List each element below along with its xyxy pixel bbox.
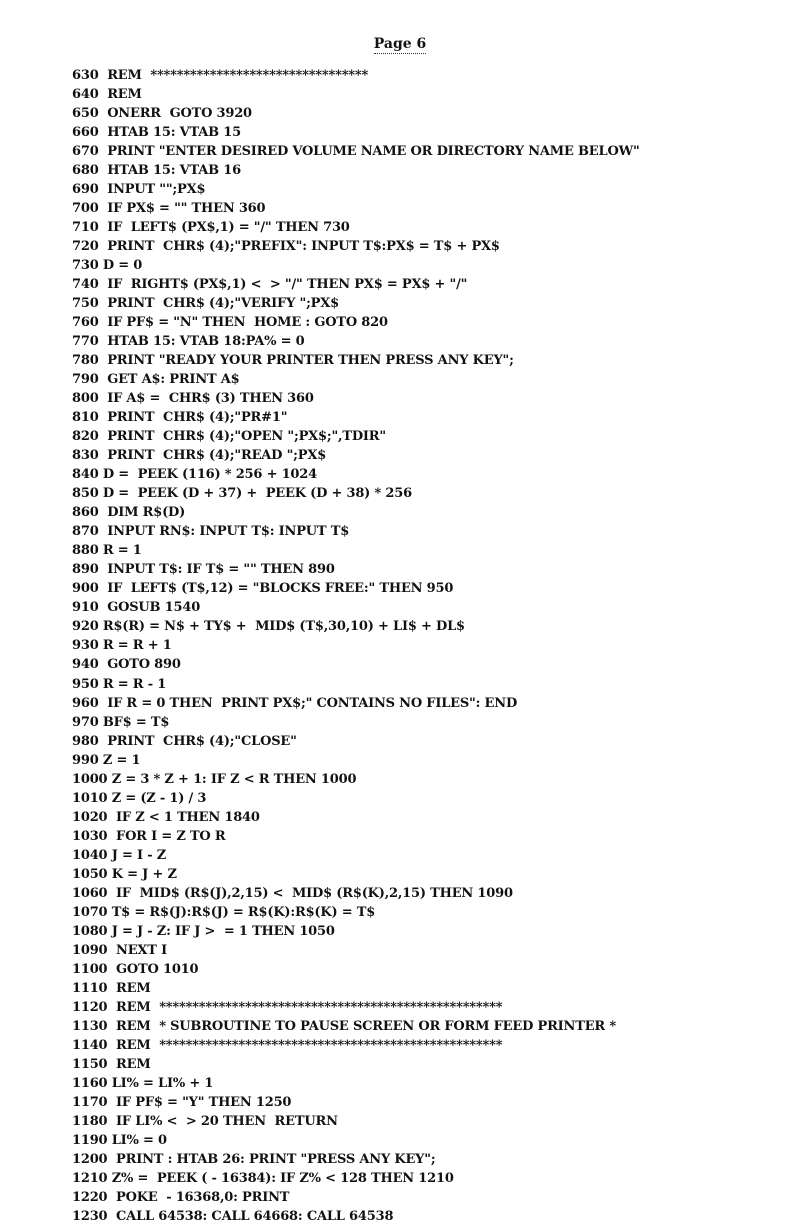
code-line: 990 Z = 1	[72, 752, 141, 768]
code-line: 680 HTAB 15: VTAB 16	[72, 163, 241, 179]
code-line: 1210 Z% = PEEK ( - 16384): IF Z% < 128 THEN 1210	[72, 1170, 454, 1186]
code-line: 960 IF R = 0 THEN PRINT PX$;" CONTAINS NO FILES": END	[72, 695, 518, 711]
basic-code-listing	[72, 66, 792, 1226]
code-line: 1100 GOTO 1010	[72, 961, 199, 977]
code-line: 650 ONERR GOTO 3920	[72, 106, 252, 122]
code-line: 870 INPUT RN$: INPUT T$: INPUT T$	[72, 524, 350, 540]
code-line: 640 REM	[72, 87, 142, 103]
code-line: 700 IF PX$ = "" THEN 360	[72, 201, 266, 217]
code-line: 760 IF PF$ = "N" THEN HOME : GOTO 820	[72, 315, 388, 331]
code-line: 980 PRINT CHR$ (4);"CLOSE"	[72, 733, 297, 749]
code-line: 690 INPUT "";PX$	[72, 182, 206, 198]
code-line: 1130 REM * SUBROUTINE TO PAUSE SCREEN OR FORM FEED PRINTER *	[72, 1018, 616, 1034]
code-line: 770 HTAB 15: VTAB 18:PA% = 0	[72, 334, 305, 350]
code-line: 810 PRINT CHR$ (4);"PR#1"	[72, 410, 288, 426]
code-line: 1090 NEXT I	[72, 942, 167, 958]
code-line: 930 R = R + 1	[72, 638, 172, 654]
code-line: 1230 CALL 64538: CALL 64668: CALL 64538	[72, 1208, 394, 1224]
code-line: 900 IF LEFT$ (T$,12) = "BLOCKS FREE:" THEN 950	[72, 581, 454, 597]
code-line: 740 IF RIGHT$ (PX$,1) < > "/" THEN PX$ = PX$ + "/"	[72, 277, 468, 293]
code-line: 920 R$(R) = N$ + TY$ + MID$ (T$,30,10) + LI$ + DL$	[72, 619, 465, 635]
code-line: 1040 J = I - Z	[72, 847, 167, 863]
code-line: 790 GET A$: PRINT A$	[72, 372, 240, 388]
code-line: 630 REM *********************************	[72, 68, 369, 83]
code-line: 1000 Z = 3 * Z + 1: IF Z < R THEN 1000	[72, 771, 357, 787]
code-line: 1220 POKE - 16368,0: PRINT	[72, 1189, 290, 1205]
code-line: 720 PRINT CHR$ (4);"PREFIX": INPUT T$:PX$ = T$ + PX$	[72, 239, 500, 255]
code-line: 1120 REM ****************************************************	[72, 999, 503, 1015]
code-line: 710 IF LEFT$ (PX$,1) = "/" THEN 730	[72, 220, 350, 236]
code-line: 800 IF A$ = CHR$ (3) THEN 360	[72, 391, 314, 407]
code-line: 1200 PRINT : HTAB 26: PRINT "PRESS ANY KEY";	[72, 1151, 436, 1167]
code-line: 820 PRINT CHR$ (4);"OPEN ";PX$;",TDIR"	[72, 429, 386, 445]
page-header	[0, 36, 800, 52]
code-line: 1020 IF Z < 1 THEN 1840	[72, 809, 260, 825]
code-line: 1180 IF LI% < > 20 THEN RETURN	[72, 1113, 338, 1129]
code-line: 940 GOTO 890	[72, 657, 181, 673]
code-line: 780 PRINT "READY YOUR PRINTER THEN PRESS ANY KEY";	[72, 353, 514, 369]
code-line: 890 INPUT T$: IF T$ = "" THEN 890	[72, 562, 335, 578]
code-line: 750 PRINT CHR$ (4);"VERIFY ";PX$	[72, 296, 339, 312]
code-line: 850 D = PEEK (D + 37) + PEEK (D + 38) * 256	[72, 486, 412, 502]
code-line: 950 R = R - 1	[72, 676, 167, 692]
code-line: 1060 IF MID$ (R$(J),2,15) < MID$ (R$(K),2,15) THEN 1090	[72, 885, 513, 901]
page-title: Page 6	[373, 36, 427, 52]
code-line: 730 D = 0	[72, 258, 143, 274]
code-line: 1170 IF PF$ = "Y" THEN 1250	[72, 1094, 292, 1110]
code-line: 910 GOSUB 1540	[72, 600, 201, 616]
code-line: 1030 FOR I = Z TO R	[72, 828, 226, 844]
code-line: 1150 REM	[72, 1056, 151, 1072]
code-line: 840 D = PEEK (116) * 256 + 1024	[72, 467, 317, 483]
code-line: 1140 REM ****************************************************	[72, 1037, 503, 1053]
code-line: 1190 LI% = 0	[72, 1132, 167, 1148]
code-line: 880 R = 1	[72, 543, 142, 559]
code-line: 1050 K = J + Z	[72, 866, 177, 882]
code-line: 1080 J = J - Z: IF J > = 1 THEN 1050	[72, 923, 335, 939]
code-line: 970 BF$ = T$	[72, 714, 170, 730]
code-line: 1160 LI% = LI% + 1	[72, 1075, 214, 1091]
code-line: 1110 REM	[72, 980, 151, 996]
code-line: 1070 T$ = R$(J):R$(J) = R$(K):R$(K) = T$	[72, 904, 376, 920]
code-line: 670 PRINT "ENTER DESIRED VOLUME NAME OR DIRECTORY NAME BELOW"	[72, 144, 640, 160]
code-line: 830 PRINT CHR$ (4);"READ ";PX$	[72, 448, 327, 464]
code-line: 660 HTAB 15: VTAB 15	[72, 125, 241, 141]
code-line: 1010 Z = (Z - 1) / 3	[72, 790, 207, 806]
code-line: 860 DIM R$(D)	[72, 505, 186, 521]
